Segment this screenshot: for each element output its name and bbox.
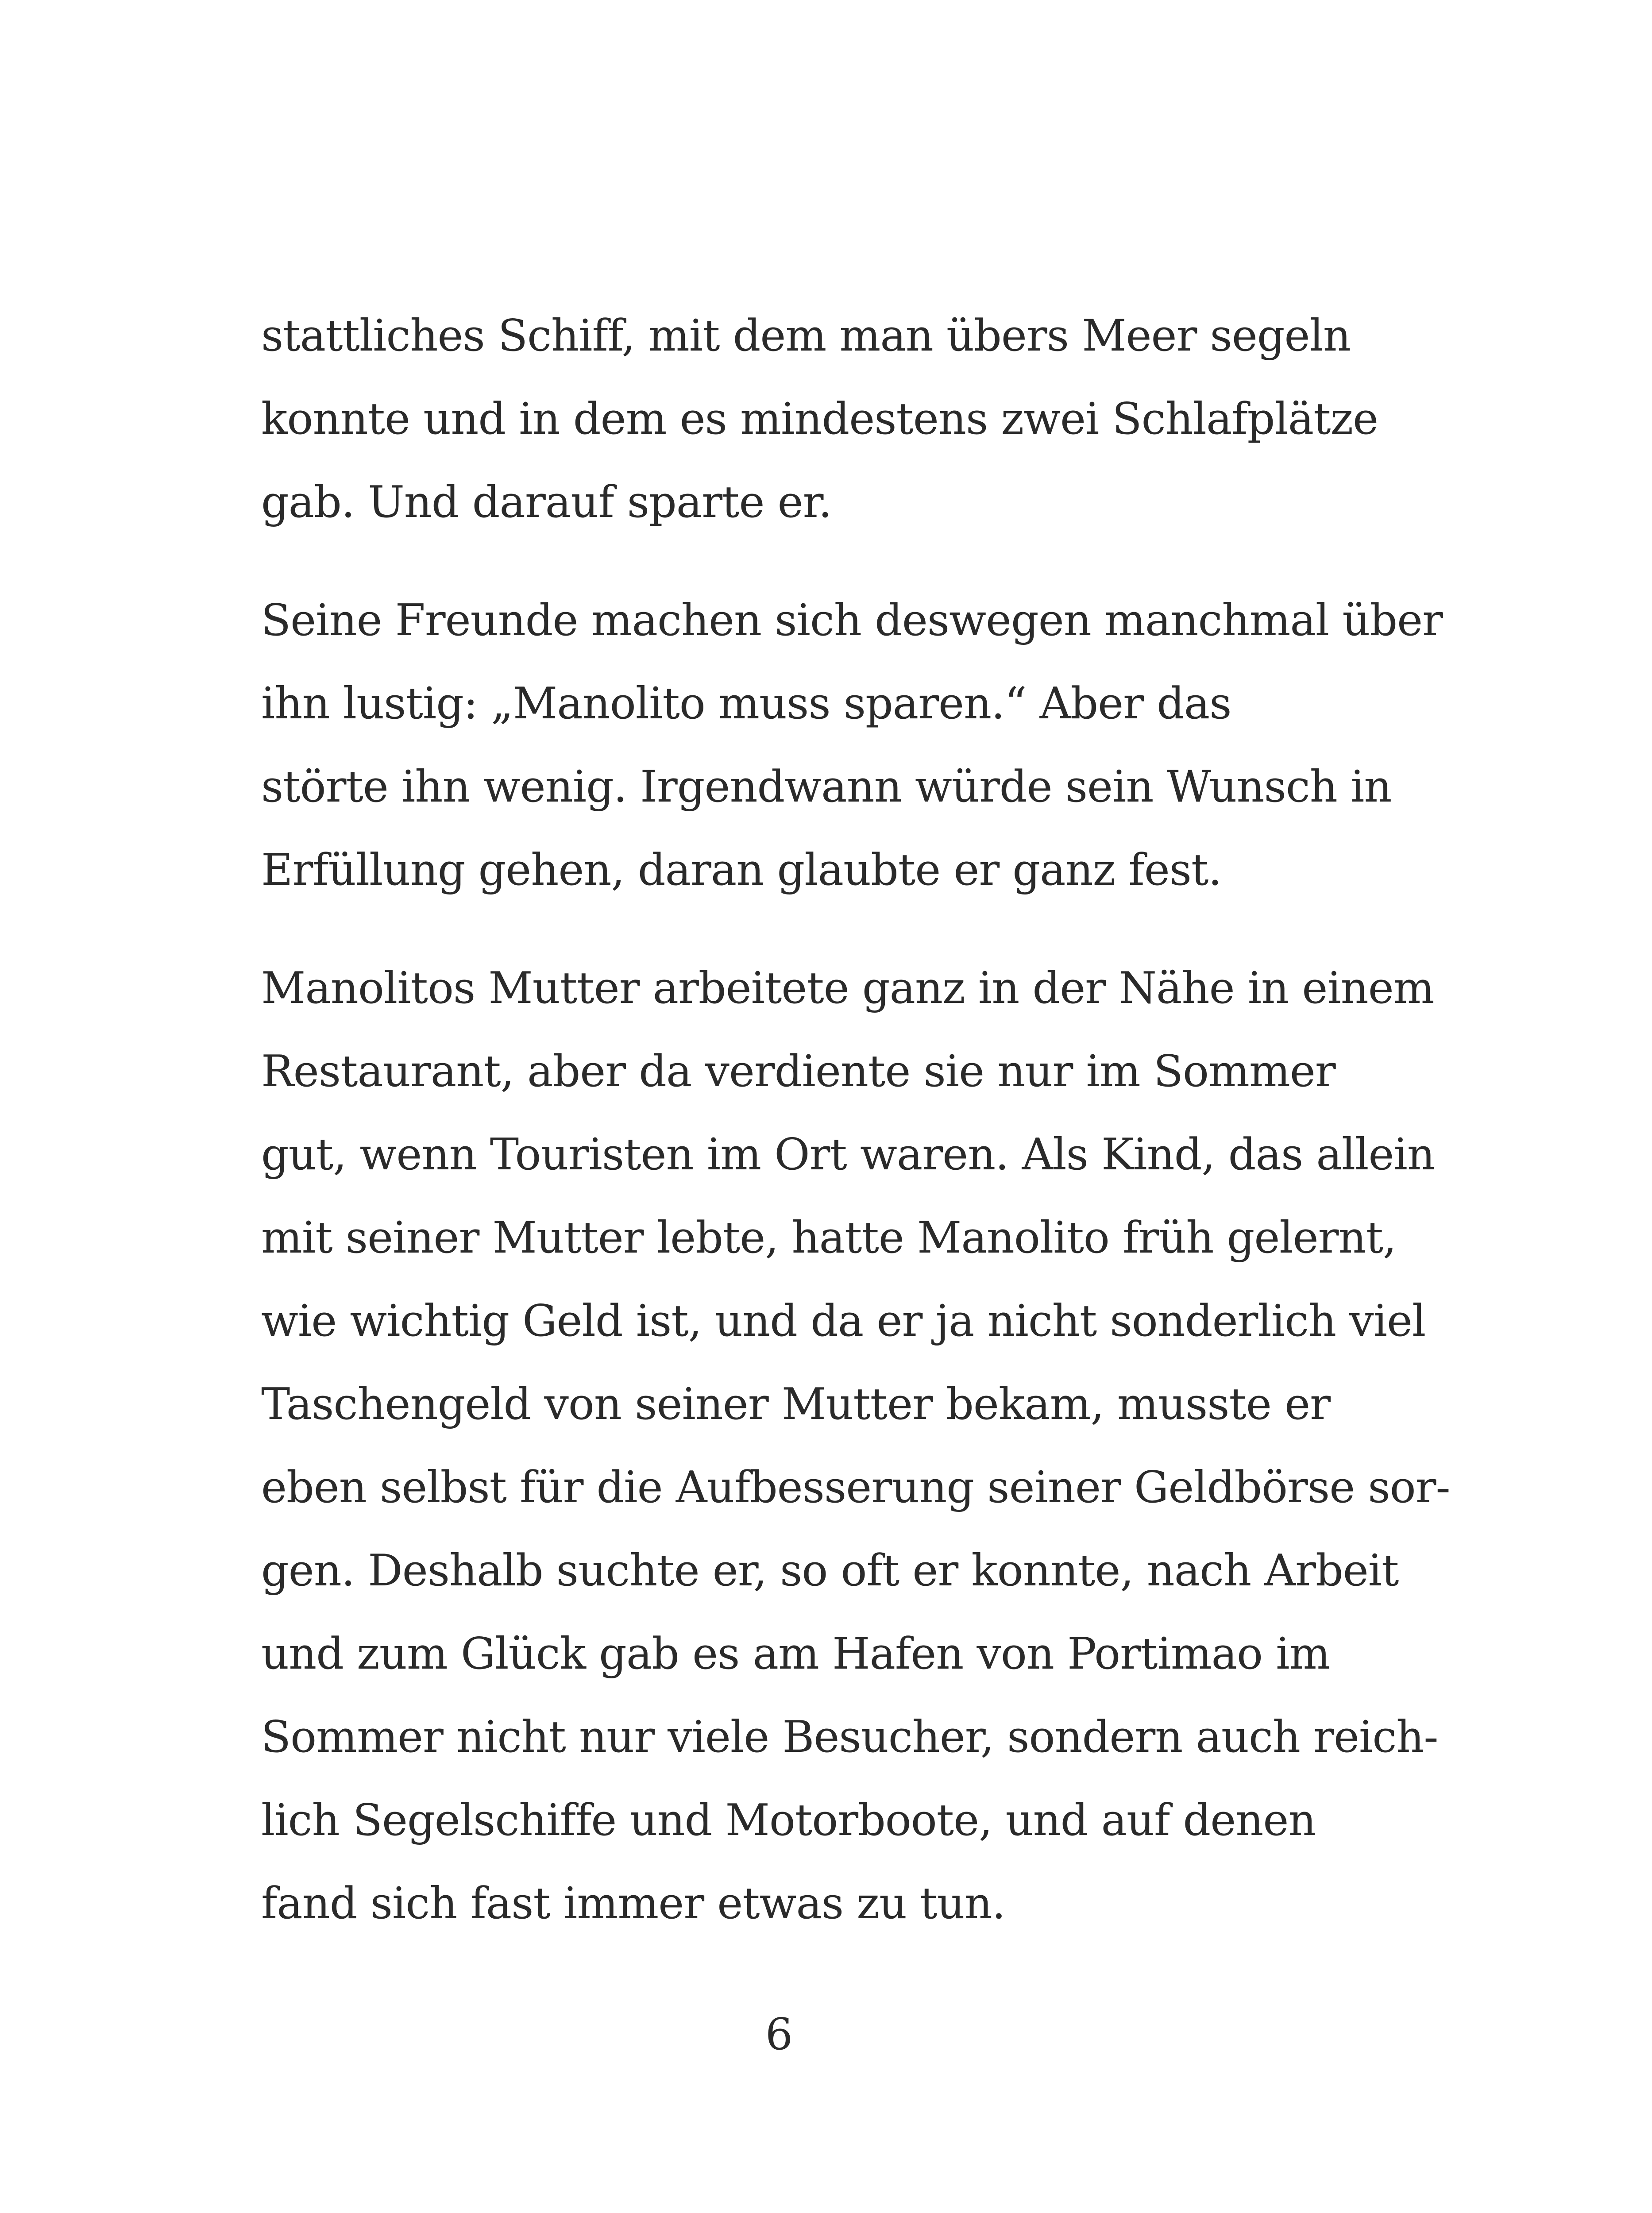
text-line: mit seiner Mutter lebte, hatte Manolito früh gelernt, xyxy=(261,1213,1397,1263)
text-line: lich Segelschiffe und Motorboote, und auf denen xyxy=(261,1795,1316,1846)
text-line: Seine Freunde machen sich deswegen manchmal über xyxy=(261,595,1443,646)
text-line: eben selbst für die Aufbesserung seiner Geldbörse sor- xyxy=(261,1462,1450,1513)
paragraph-3 xyxy=(261,947,1450,1945)
text-line: wie wichtig Geld ist, und da er ja nicht sonderlich viel xyxy=(261,1296,1426,1346)
paragraph-2 xyxy=(261,579,1443,912)
text-line: ihn lustig: „Manolito muss sparen.“ Aber das xyxy=(261,679,1231,729)
text-line: Manolitos Mutter arbeitete ganz in der Nähe in einem xyxy=(261,963,1434,1014)
text-line: gut, wenn Touristen im Ort waren. Als Kind, das allein xyxy=(261,1130,1435,1180)
text-line: und zum Glück gab es am Hafen von Portimao im xyxy=(261,1629,1330,1679)
text-line: gab. Und darauf sparte er. xyxy=(261,477,832,528)
page-number: 6 xyxy=(765,2009,793,2060)
text-line: gen. Deshalb suchte er, so oft er konnte, nach Arbeit xyxy=(261,1546,1399,1596)
text-line: Taschengeld von seiner Mutter bekam, musste er xyxy=(261,1379,1330,1430)
body-text xyxy=(261,294,1450,1980)
text-line: Sommer nicht nur viele Besucher, sondern auch reich- xyxy=(261,1712,1438,1762)
text-line: störte ihn wenig. Irgendwann würde sein Wunsch in xyxy=(261,762,1392,812)
text-line: stattliches Schiff, mit dem man übers Meer segeln xyxy=(261,311,1351,361)
text-line: Erfüllung gehen, daran glaubte er ganz fest. xyxy=(261,845,1222,895)
text-line: konnte und in dem es mindestens zwei Schlafplätze xyxy=(261,394,1378,444)
text-line: Restaurant, aber da verdiente sie nur im Sommer xyxy=(261,1046,1335,1097)
paragraph-1 xyxy=(261,294,1378,544)
text-line: fand sich fast immer etwas zu tun. xyxy=(261,1878,1005,1929)
